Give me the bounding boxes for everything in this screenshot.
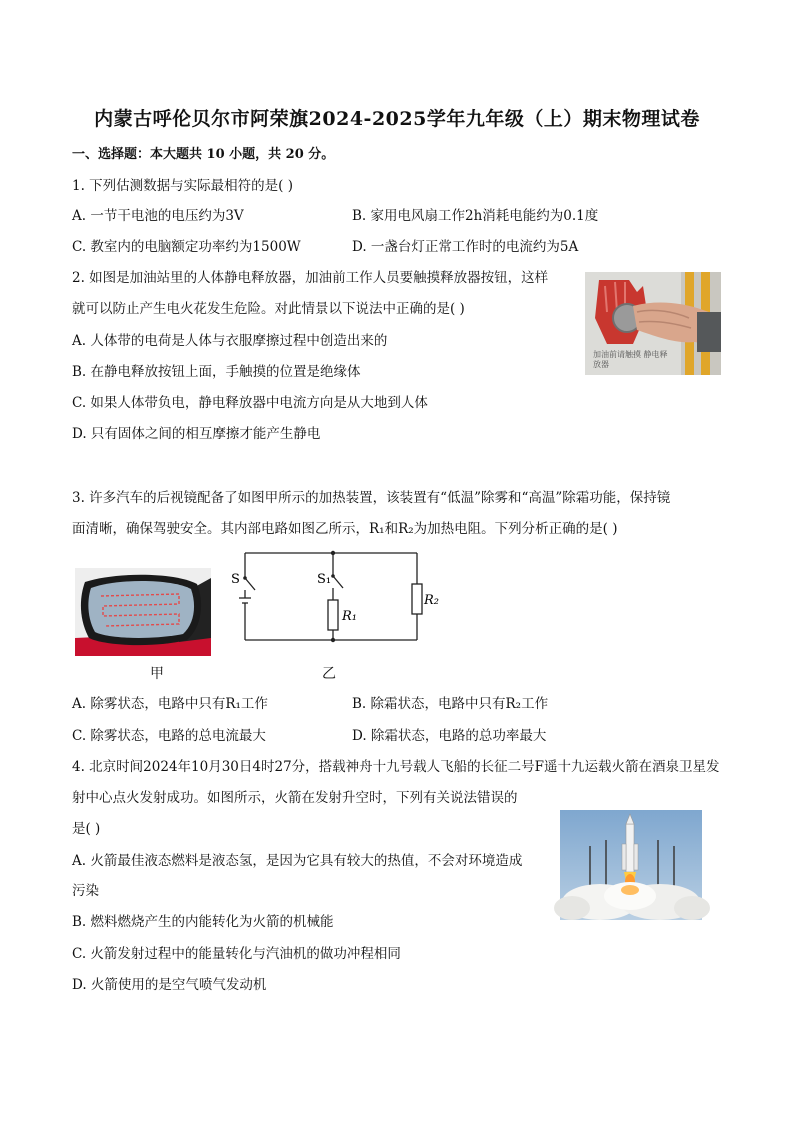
- label-r2: R₂: [424, 593, 439, 608]
- q4-stem-line2: 射中心点火发射成功。如图所示，火箭在发射升空时，下列有关说法错误的: [72, 790, 518, 806]
- q2-option-c: C. 如果人体带负电，静电释放器中电流方向是从大地到人体: [72, 395, 428, 411]
- figure-label-yi: 乙: [322, 666, 336, 682]
- q3-option-b: B. 除霜状态，电路中只有R₂工作: [352, 696, 549, 712]
- label-s1: S₁: [317, 572, 332, 587]
- q1-option-a: A. 一节干电池的电压约为3V: [72, 208, 244, 224]
- q4-option-a-line2: 污染: [72, 883, 99, 899]
- q4-option-a-line1: A. 火箭最佳液态燃料是液态氢，是因为它具有较大的热值，不会对环境造成: [72, 853, 523, 869]
- figure-label-jia: 甲: [150, 666, 164, 682]
- label-r1: R₁: [342, 609, 357, 624]
- static-discharger-photo: [585, 272, 721, 375]
- q2-option-d: D. 只有固体之间的相互摩擦才能产生静电: [72, 426, 321, 442]
- q3-option-c: C. 除雾状态，电路的总电流最大: [72, 728, 266, 744]
- q2-stem-line2: 就可以防止产生电火花发生危险。对此情景以下说法中正确的是( ): [72, 301, 465, 317]
- q1-option-b: B. 家用电风扇工作2h消耗电能约为0.1度: [352, 208, 599, 224]
- label-s: S: [231, 572, 240, 587]
- q2-option-b: B. 在静电释放按钮上面，手触摸的位置是绝缘体: [72, 364, 361, 380]
- q1-option-d: D. 一盏台灯正常工作时的电流约为5A: [352, 239, 579, 255]
- q3-stem-line1: 3. 许多汽车的后视镜配备了如图甲所示的加热装置，该装置有“低温”除雾和“高温”除霜功能，保持镜: [72, 490, 671, 506]
- section-heading: 一、选择题：本大题共 10 小题，共 20 分。: [72, 147, 335, 162]
- q4-stem-line1: 4. 北京时间2024年10月30日4时27分，搭载神舟十九号载人飞船的长征二号F遥十九运载火箭在酒泉卫星发: [72, 759, 720, 775]
- switch-s1-pivot: [331, 574, 335, 578]
- q3-option-a: A. 除雾状态，电路中只有R₁工作: [72, 696, 268, 712]
- circuit-diagram: [225, 548, 439, 648]
- page-title: 内蒙古呼伦贝尔市阿荣旗2024-2025学年九年级（上）期末物理试卷: [94, 108, 700, 130]
- junction-top: [331, 551, 335, 555]
- q3-stem-line2: 面清晰，确保驾驶安全。其内部电路如图乙所示，R₁和R₂为加热电阻。下列分析正确的是( ): [72, 521, 618, 537]
- q2-stem-line1: 2. 如图是加油站里的人体静电释放器，加油前工作人员要触摸释放器按钮，这样: [72, 270, 549, 286]
- q4-option-d: D. 火箭使用的是空气喷气发动机: [72, 977, 267, 993]
- q2-option-a: A. 人体带的电荷是人体与衣服摩擦过程中创造出来的: [72, 333, 388, 349]
- q4-option-b: B. 燃料燃烧产生的内能转化为火箭的机械能: [72, 914, 334, 930]
- switch-s-pivot: [243, 576, 247, 580]
- discharger-sign-text: 加油前请触摸 静电释放器: [593, 350, 668, 369]
- q1-option-c: C. 教室内的电脑额定功率约为1500W: [72, 239, 301, 255]
- q3-option-d: D. 除霜状态，电路的总功率最大: [352, 728, 547, 744]
- heated-mirror-photo: [75, 568, 211, 656]
- junction-bottom: [331, 638, 335, 642]
- q1-stem: 1. 下列估测数据与实际最相符的是( ): [72, 178, 293, 194]
- q4-option-c: C. 火箭发射过程中的能量转化与汽油机的做功冲程相同: [72, 946, 401, 962]
- rocket-launch-photo: [560, 810, 702, 920]
- q4-stem-line3: 是( ): [72, 821, 101, 837]
